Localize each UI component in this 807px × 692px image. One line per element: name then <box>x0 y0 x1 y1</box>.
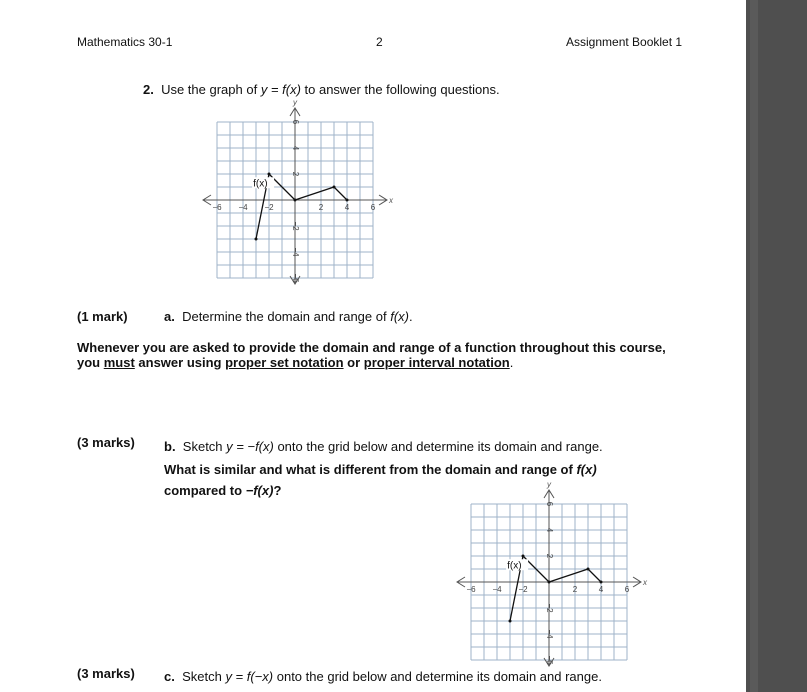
part-b-comparison-line-2: compared to −f(x)? <box>164 483 282 498</box>
part-c-marks: (3 marks) <box>77 666 135 681</box>
function-point <box>600 581 603 584</box>
function-point <box>522 555 525 558</box>
y-tick-label: 2 <box>545 553 554 559</box>
function-label: f(x) <box>507 560 522 572</box>
y-tick-label: 6 <box>545 501 554 507</box>
part-b-comparison-line-1: What is similar and what is different from the domain and range of f(x) <box>164 462 597 477</box>
y-tick-label: 4 <box>545 527 554 533</box>
question-math: y = f(x) <box>260 82 301 97</box>
x-tick-label: 2 <box>318 203 324 212</box>
function-point <box>268 173 271 176</box>
vertical-scrollbar[interactable] <box>750 0 758 692</box>
x-tick-label: −6 <box>212 203 222 212</box>
function-point <box>587 568 590 571</box>
function-point <box>294 199 297 202</box>
x-tick-label: −4 <box>492 585 502 594</box>
x-tick-label: −6 <box>466 585 476 594</box>
y-tick-label: −6 <box>545 655 554 665</box>
sketch-grid-b[interactable] <box>459 480 659 674</box>
question-2-prompt: 2. Use the graph of y = f(x) to answer the following questions. <box>143 82 500 97</box>
x-tick-label: −4 <box>238 203 248 212</box>
function-label: f(x) <box>253 178 268 190</box>
y-tick-label: 6 <box>291 119 300 125</box>
x-tick-label: −2 <box>264 203 274 212</box>
function-point <box>548 581 551 584</box>
part-b-marks: (3 marks) <box>77 435 135 450</box>
x-axis-label: x <box>389 196 393 205</box>
y-tick-label: −4 <box>545 629 554 639</box>
note-must: must <box>103 355 135 370</box>
y-tick-label: −6 <box>291 273 300 283</box>
y-tick-label: −2 <box>545 603 554 613</box>
part-a-marks: (1 mark) <box>77 309 128 324</box>
function-point <box>255 238 258 241</box>
note-line-2: you must answer using proper set notation or proper interval notation. <box>77 355 514 370</box>
header-booklet: Assignment Booklet 1 <box>566 35 683 49</box>
function-point <box>346 199 349 202</box>
function-point <box>509 620 512 623</box>
x-axis-label: x <box>643 578 647 587</box>
note-interval-notation: proper interval notation <box>363 355 510 370</box>
header-page-number: 2 <box>376 35 383 49</box>
x-tick-label: 6 <box>624 585 630 594</box>
x-tick-label: 6 <box>370 203 376 212</box>
note-line-1: Whenever you are asked to provide the domain and range of a function throughout this course, <box>77 340 666 355</box>
function-graph <box>205 98 405 292</box>
part-b-question: b. Sketch y = −f(x) onto the grid below and determine its domain and range. <box>164 439 603 454</box>
y-tick-label: 4 <box>291 145 300 151</box>
function-point <box>333 186 336 189</box>
x-tick-label: 4 <box>598 585 604 594</box>
x-tick-label: 4 <box>344 203 350 212</box>
y-tick-label: 2 <box>291 171 300 177</box>
header-course: Mathematics 30-1 <box>77 35 173 49</box>
y-tick-label: −2 <box>291 221 300 231</box>
y-axis-label: y <box>547 480 551 489</box>
note-set-notation: proper set notation <box>225 355 344 370</box>
x-tick-label: 2 <box>572 585 578 594</box>
part-c-question: c. Sketch y = f(−x) onto the grid below and determine its domain and range. <box>164 669 602 684</box>
x-tick-label: −2 <box>518 585 528 594</box>
question-number: 2. <box>143 82 154 97</box>
part-a-question: a. Determine the domain and range of f(x). <box>164 309 413 324</box>
y-axis-label: y <box>293 98 297 107</box>
y-tick-label: −4 <box>291 247 300 257</box>
